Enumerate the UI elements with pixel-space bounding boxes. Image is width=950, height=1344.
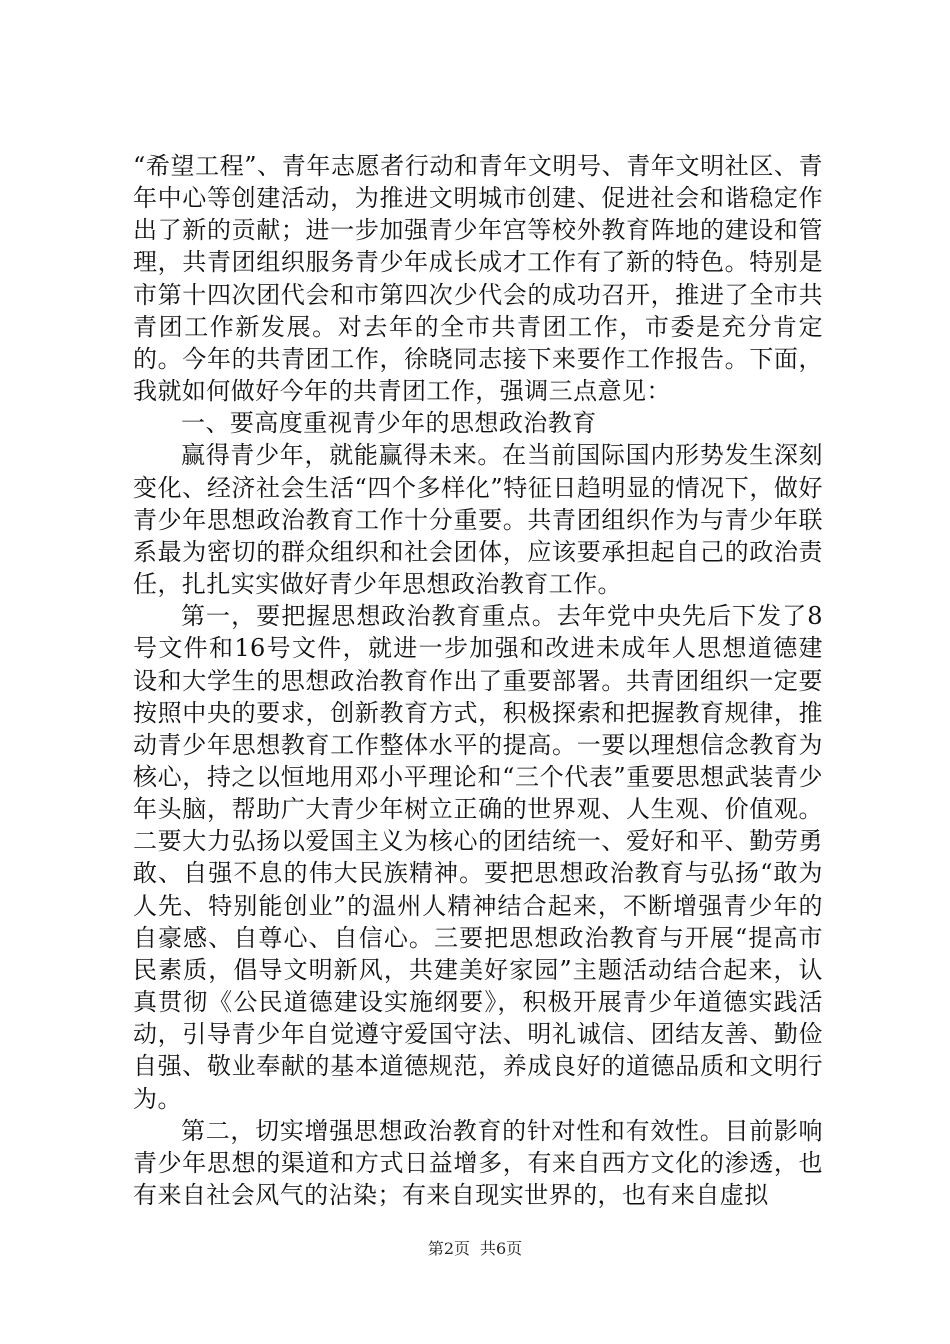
section-heading-1: 一、要高度重视青少年的思想政治教育 xyxy=(181,409,597,438)
page-total: 共6页 xyxy=(480,1239,523,1258)
page-number: 第2页 xyxy=(427,1239,470,1258)
paragraph-point-2: 第二，切实增强思想政治教育的针对性和有效性。目前影响青少年思想的渠道和方式日益增多，有来自西方文化的渗透，也有来自社会风气的沾染；有来自现实世界的，也有来自虚拟 xyxy=(133,1116,823,1209)
document-body xyxy=(133,150,823,1211)
page-footer xyxy=(0,1239,950,1259)
paragraph-point-1: 第一，要把握思想政治教育重点。去年党中央先后下发了8号文件和16号文件，就进一步加强和改进未成年人思想道德建设和大学生的思想政治教育作出了重要部署。共青团组织一定要按照中央的要求，创新教育方式，积极探索和把握教育规律，推动青少年思想教育工作整体水平的提高。一要以理想信念教育为核心，持之以恒地用邓小平理论和“三个代表”重要思想武装青少年头脑，帮助广大青少年树立正确的世界观、人生观、价值观。二要大力弘扬以爱国主义为核心的团结统一、爱好和平、勤劳勇敢、自强不息的伟大民族精神。要把思想政治教育与弘扬“敢为人先、特别能创业”的温州人精神结合起来，不断增强青少年的自豪感、自尊心、自信心。三要把思想政治教育与开展“提高市民素质，倡导文明新风，共建美好家园”主题活动结合起来，认真贯彻《公民道德建设实施纲要》，积极开展青少年道德实践活动，引导青少年自觉遵守爱国守法、明礼诚信、团结友善、勤俭自强、敬业奉献的基本道德规范，养成良好的道德品质和文明行为。 xyxy=(133,602,823,1113)
paragraph-intro: 赢得青少年，就能赢得未来。在当前国际国内形势发生深刻变化、经济社会生活“四个多样化”特征日趋明显的情况下，做好青少年思想政治教育工作十分重要。共青团组织作为与青少年联系最为密切的群众组织和社会团体，应该要承担起自己的政治责任，扎扎实实做好青少年思想政治教育工作。 xyxy=(133,441,823,599)
paragraph-continuation: “希望工程”、青年志愿者行动和青年文明号、青年文明社区、青年中心等创建活动，为推进文明城市创建、促进社会和谐稳定作出了新的贡献；进一步加强青少年宫等校外教育阵地的建设和管理，共青团组织服务青少年成长成才工作有了新的特色。特别是市第十四次团代会和市第四次少代会的成功召开，推进了全市共青团工作新发展。对去年的全市共青团工作，市委是充分肯定的。今年的共青团工作，徐晓同志接下来要作工作报告。下面，我就如何做好今年的共青团工作，强调三点意见： xyxy=(133,152,823,406)
